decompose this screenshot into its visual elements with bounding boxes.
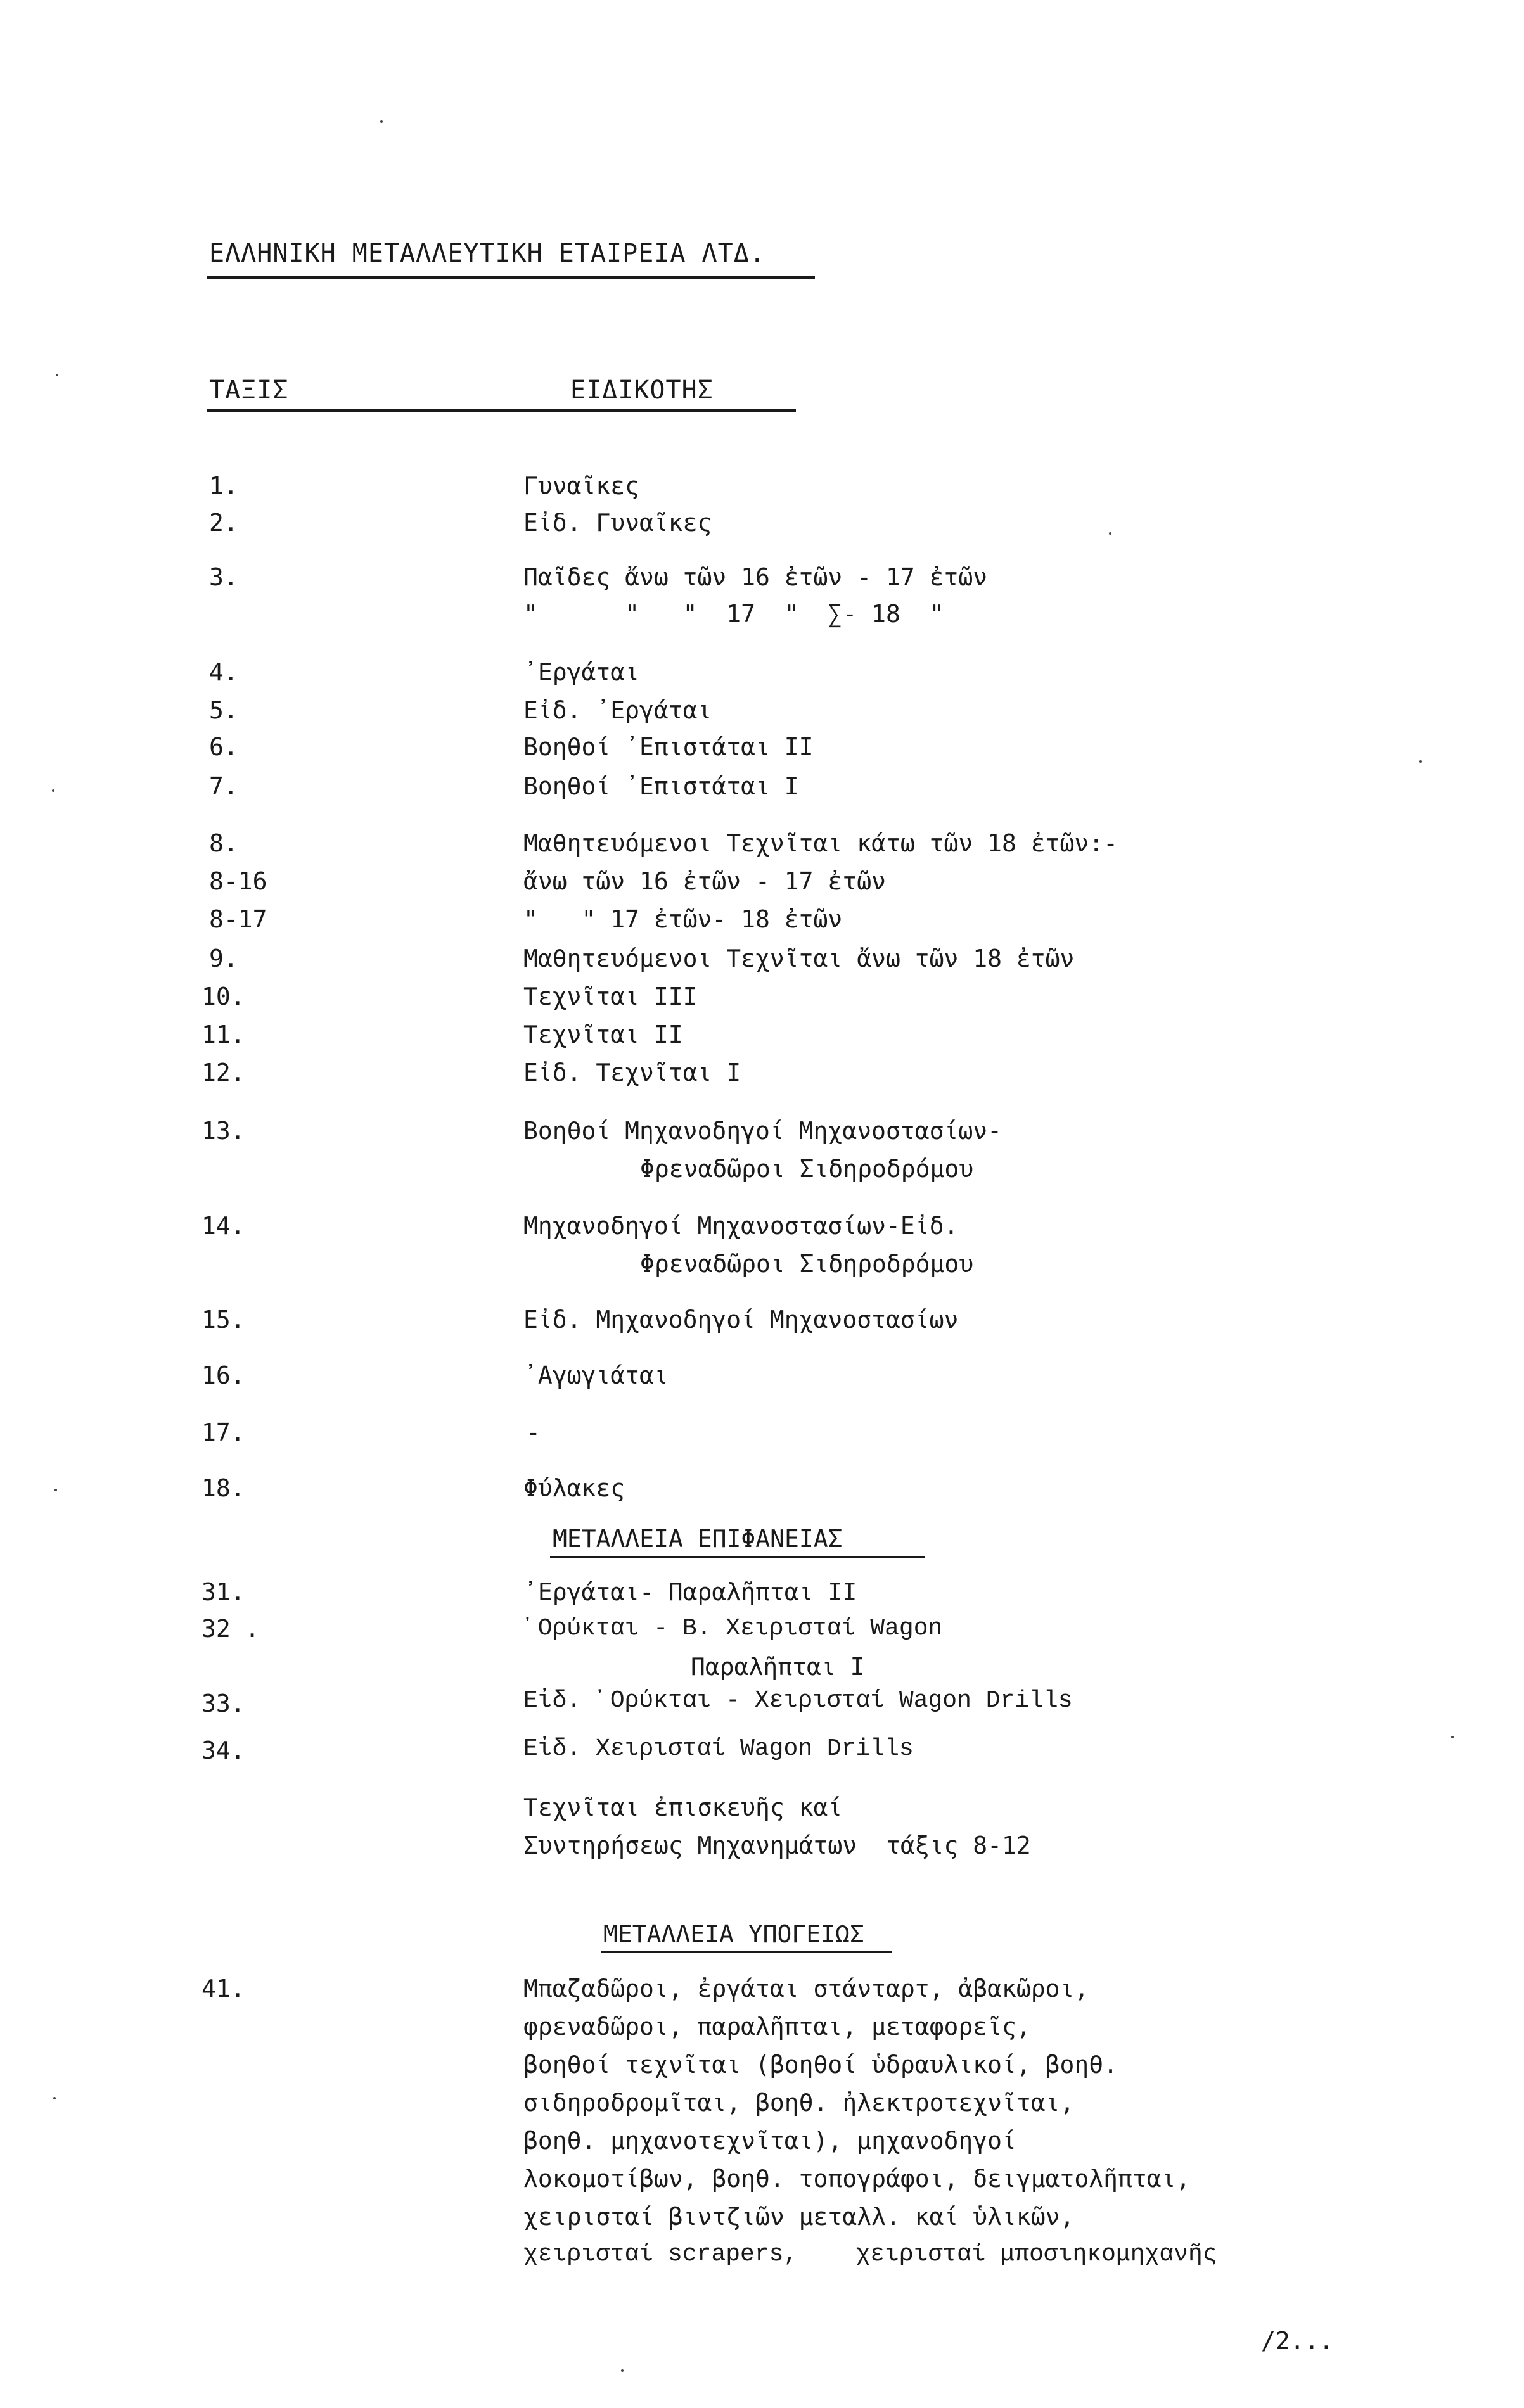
row-description-continued: βοηθοί τεχνῖται (βοηθοί ὑδραυλικοί, βοηθ. — [523, 2051, 1118, 2079]
row-description: ᾿Ορύκται - Β. Χειρισταί Wagon — [523, 1615, 943, 1642]
row-description-continued: λοκομοτίβων, βοηθ. τοπογράφοι, δειγματολῆπται, — [523, 2165, 1191, 2193]
row-description: Μπαζαδῶροι, ἐργάται στάνταρτ, ἀβακῶροι, — [523, 1975, 1089, 2003]
scan-speck — [380, 120, 383, 123]
row-description: Μαθητευόμενοι Τεχνῖται ἄνω τῶν 18 ἐτῶν — [523, 945, 1075, 972]
scan-speck — [52, 789, 54, 792]
row-description-continued: Παραλῆπται I — [691, 1653, 865, 1681]
scan-speck — [53, 2097, 56, 2099]
row-number: 33. — [202, 1690, 245, 1717]
row-description: Τεχνῖται III — [523, 983, 698, 1010]
row-number: 2. — [209, 509, 238, 537]
section-title-surface: ΜΕΤΑΛΛΕΙΑ ΕΠΙΦΑΝΕΙΑΣ — [553, 1525, 843, 1553]
note-line: Συντηρήσεως Μηχανημάτων τάξις 8-12 — [523, 1831, 1031, 1859]
row-description: ᾿Αγωγιάται — [523, 1361, 669, 1389]
row-description-continued: βοηθ. μηχανοτεχνῖται), μηχανοδηγοί — [523, 2127, 1016, 2155]
section-title-underground: ΜΕΤΑΛΛΕΙΑ ΥΠΟΓΕΙΩΣ — [603, 1920, 864, 1948]
scan-speck — [56, 374, 58, 376]
row-number: 9. — [209, 945, 238, 972]
row-description-continued: " " " 17 " ∑- 18 " — [523, 600, 944, 628]
row-description: Μηχανοδηγοί Μηχανοστασίων-Εἰδ. — [523, 1212, 959, 1240]
row-description-continued: σιδηροδρομῖται, βοηθ. ἠλεκτροτεχνῖται, — [523, 2089, 1075, 2117]
row-number: 18. — [202, 1474, 245, 1502]
company-name: ΕΛΛΗΝΙΚΗ ΜΕΤΑΛΛΕΥΤΙΚΗ ΕΤΑΙΡΕΙΑ ΛΤΔ. — [209, 239, 765, 268]
row-number: 17. — [202, 1418, 245, 1446]
note-line: Τεχνῖται ἐπισκευῆς καί — [523, 1793, 843, 1821]
row-description: Παῖδες ἄνω τῶν 16 ἐτῶν - 17 ἐτῶν — [523, 563, 988, 591]
row-description-continued: χειρισταί βιντζιῶν μεταλλ. καί ὑλικῶν, — [523, 2203, 1075, 2231]
row-number: 7. — [209, 772, 238, 800]
row-number: 5. — [209, 696, 238, 724]
row-description: Βοηθοί Μηχανοδηγοί Μηχανοστασίων- — [523, 1117, 1002, 1145]
row-description: ἄνω τῶν 16 ἐτῶν - 17 ἐτῶν — [523, 867, 886, 895]
row-number: 32 . — [202, 1615, 260, 1643]
row-description: ᾿Εργάται- Παραλῆπται II — [523, 1578, 857, 1606]
scan-speck — [621, 2369, 624, 2372]
column-header-class: ΤΑΞΙΣ — [209, 376, 289, 405]
row-number: 8. — [209, 829, 238, 857]
row-number: 14. — [202, 1212, 245, 1240]
row-description-continued: χειρισταί scrapers, χειρισταί μποσιηκομηχανῆς — [523, 2241, 1217, 2268]
row-description: Εἰδ. Τεχνῖται I — [523, 1059, 741, 1086]
row-description: Βοηθοί ᾿Επιστάται II — [523, 733, 814, 761]
row-description: Εἰδ. Μηχανοδηγοί Μηχανοστασίων — [523, 1306, 959, 1334]
row-description: Βοηθοί ᾿Επιστάται I — [523, 772, 799, 800]
column-header-underline — [207, 409, 796, 412]
scan-speck — [1109, 532, 1111, 535]
section-title-underline — [601, 1951, 892, 1953]
page-continuation: /2... — [1261, 2327, 1334, 2355]
row-number: 6. — [209, 733, 238, 761]
row-description-continued: Φρεναδῶροι Σιδηροδρόμου — [640, 1250, 974, 1278]
company-underline — [207, 276, 815, 279]
row-number: 4. — [209, 658, 238, 686]
row-number: 41. — [202, 1975, 245, 2003]
row-number: 16. — [202, 1361, 245, 1389]
row-description: Μαθητευόμενοι Τεχνῖται κάτω τῶν 18 ἐτῶν:- — [523, 829, 1118, 857]
row-number: 8-16 — [209, 867, 267, 895]
row-description: Γυναῖκες — [523, 472, 640, 500]
row-number: 8-17 — [209, 905, 267, 933]
scan-speck — [1419, 760, 1422, 763]
row-description: Εἰδ. ᾿Εργάται — [523, 696, 712, 724]
section-title-underline — [550, 1556, 925, 1558]
column-header-specialty: ΕΙΔΙΚΟΤΗΣ — [570, 376, 714, 405]
row-number: 10. — [202, 983, 245, 1010]
row-number: 31. — [202, 1578, 245, 1606]
row-description: - — [526, 1418, 541, 1446]
row-number: 12. — [202, 1059, 245, 1086]
row-description-continued: Φρεναδῶροι Σιδηροδρόμου — [640, 1155, 974, 1183]
row-description: Φύλακες — [523, 1474, 625, 1502]
row-number: 15. — [202, 1306, 245, 1334]
row-description: Τεχνῖται II — [523, 1021, 683, 1048]
row-description: " " 17 ἐτῶν- 18 ἐτῶν — [523, 905, 843, 933]
row-number: 1. — [209, 472, 238, 500]
scan-speck — [1451, 1736, 1454, 1738]
row-description: Εἰδ. Γυναῖκες — [523, 509, 712, 537]
row-description-continued: φρεναδῶροι, παραλῆπται, μεταφορεῖς, — [523, 2013, 1031, 2041]
row-description: Εἰδ. ᾿Ορύκται - Χειρισταί Wagon Drills — [523, 1687, 1073, 1714]
row-number: 34. — [202, 1736, 245, 1764]
row-description: ᾿Εργάται — [523, 658, 640, 686]
row-description: Εἰδ. Χειρισταί Wagon Drills — [523, 1735, 914, 1762]
row-number: 13. — [202, 1117, 245, 1145]
row-number: 3. — [209, 563, 238, 591]
row-number: 11. — [202, 1021, 245, 1048]
scan-speck — [54, 1489, 57, 1491]
